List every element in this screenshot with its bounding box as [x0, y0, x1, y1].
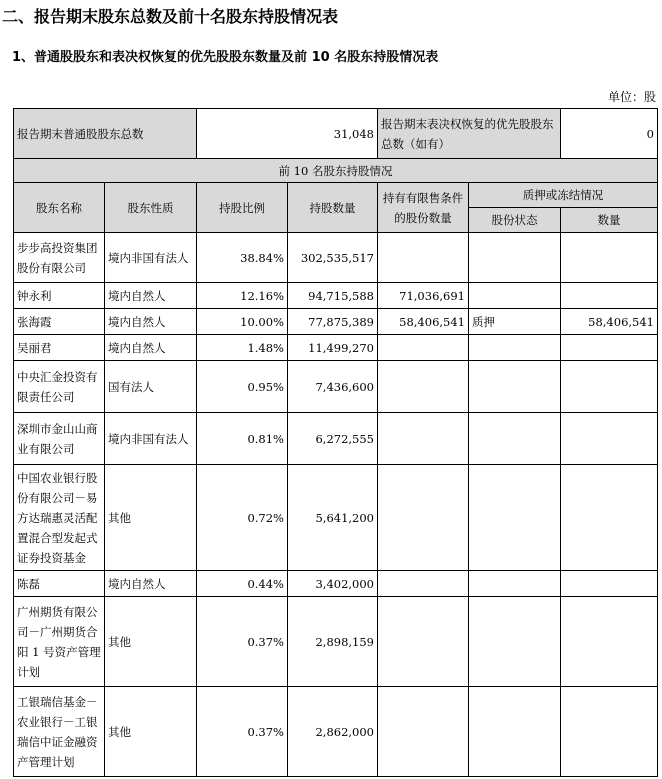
preferred-holders-value: 0 — [561, 109, 658, 159]
table-row — [14, 413, 658, 465]
common-holders-value: 31,048 — [197, 109, 378, 159]
holder-nature: 境内非国有法人 — [105, 233, 197, 283]
holder-ratio: 0.81% — [197, 413, 288, 465]
holder-name: 吴丽君 — [14, 335, 105, 361]
table-row — [14, 465, 658, 571]
holder-ratio: 1.48% — [197, 335, 288, 361]
holder-qty: 7,436,600 — [288, 361, 378, 413]
holder-name: 中央汇金投资有限责任公司 — [14, 361, 105, 413]
holder-pledge-status — [469, 335, 561, 361]
holder-restricted — [378, 233, 469, 283]
holder-pledge-qty — [561, 571, 658, 597]
summary-row — [14, 109, 658, 159]
holder-nature: 其他 — [105, 597, 197, 687]
holder-name: 步步高投资集团股份有限公司 — [14, 233, 105, 283]
holder-pledge-status — [469, 413, 561, 465]
holder-name: 工银瑞信基金－农业银行－工银瑞信中证金融资产管理计划 — [14, 687, 105, 777]
holder-pledge-status: 质押 — [469, 309, 561, 335]
holder-pledge-qty: 58,406,541 — [561, 309, 658, 335]
holder-ratio: 12.16% — [197, 283, 288, 309]
common-holders-label: 报告期末普通股股东总数 — [14, 109, 197, 159]
header-restricted: 持有有限售条件的股份数量 — [378, 183, 469, 233]
holder-name: 广州期货有限公司－广州期货合阳 1 号资产管理计划 — [14, 597, 105, 687]
table-row — [14, 283, 658, 309]
preferred-holders-label: 报告期末表决权恢复的优先股股东总数（如有） — [378, 109, 561, 159]
holder-pledge-status — [469, 283, 561, 309]
holder-qty: 94,715,588 — [288, 283, 378, 309]
holder-qty: 2,862,000 — [288, 687, 378, 777]
holder-pledge-qty — [561, 597, 658, 687]
holder-name: 陈磊 — [14, 571, 105, 597]
header-pledge-qty: 数量 — [561, 208, 658, 233]
header-pledge-group: 质押或冻结情况 — [469, 183, 658, 208]
holder-pledge-status — [469, 361, 561, 413]
subsection-title: 1、普通股股东和表决权恢复的优先股股东数量及前 10 名股东持股情况表 — [12, 50, 439, 65]
holder-pledge-status — [469, 233, 561, 283]
holder-restricted — [378, 597, 469, 687]
holder-nature: 其他 — [105, 687, 197, 777]
holder-restricted: 58,406,541 — [378, 309, 469, 335]
holder-name: 张海霞 — [14, 309, 105, 335]
holder-pledge-qty — [561, 361, 658, 413]
table-row — [14, 233, 658, 283]
header-nature: 股东性质 — [105, 183, 197, 233]
holder-pledge-qty — [561, 335, 658, 361]
holder-restricted — [378, 465, 469, 571]
holder-qty: 6,272,555 — [288, 413, 378, 465]
holder-pledge-status — [469, 687, 561, 777]
holder-restricted — [378, 687, 469, 777]
holder-qty: 2,898,159 — [288, 597, 378, 687]
header-row-1 — [14, 183, 658, 208]
holder-restricted: 71,036,691 — [378, 283, 469, 309]
holder-name: 中国农业银行股份有限公司－易方达瑞惠灵活配置混合型发起式证券投资基金 — [14, 465, 105, 571]
holder-nature: 境内自然人 — [105, 309, 197, 335]
holder-nature: 境内自然人 — [105, 571, 197, 597]
top10-title: 前 10 名股东持股情况 — [14, 159, 658, 183]
holder-ratio: 38.84% — [197, 233, 288, 283]
holder-pledge-qty — [561, 283, 658, 309]
holder-pledge-status — [469, 465, 561, 571]
holder-ratio: 0.44% — [197, 571, 288, 597]
section-title: 二、报告期末股东总数及前十名股东持股情况表 — [2, 7, 339, 26]
shareholder-table — [13, 108, 658, 777]
header-name: 股东名称 — [14, 183, 105, 233]
holder-qty: 3,402,000 — [288, 571, 378, 597]
header-qty: 持股数量 — [288, 183, 378, 233]
holder-qty: 11,499,270 — [288, 335, 378, 361]
table-row — [14, 597, 658, 687]
holder-pledge-qty — [561, 413, 658, 465]
holder-restricted — [378, 335, 469, 361]
holder-ratio: 10.00% — [197, 309, 288, 335]
holder-nature: 其他 — [105, 465, 197, 571]
holder-qty: 302,535,517 — [288, 233, 378, 283]
holder-pledge-qty — [561, 233, 658, 283]
holder-nature: 境内自然人 — [105, 283, 197, 309]
holder-qty: 5,641,200 — [288, 465, 378, 571]
holder-restricted — [378, 361, 469, 413]
holder-pledge-qty — [561, 465, 658, 571]
header-pledge-status: 股份状态 — [469, 208, 561, 233]
holder-name: 深圳市金山山商业有限公司 — [14, 413, 105, 465]
holder-pledge-status — [469, 571, 561, 597]
table-row — [14, 361, 658, 413]
table-row — [14, 335, 658, 361]
top10-title-row — [14, 159, 658, 183]
holder-nature: 境内非国有法人 — [105, 413, 197, 465]
table-row — [14, 687, 658, 777]
holder-ratio: 0.37% — [197, 687, 288, 777]
holder-qty: 77,875,389 — [288, 309, 378, 335]
table-row — [14, 309, 658, 335]
unit-label: 单位：股 — [607, 90, 656, 104]
holder-ratio: 0.72% — [197, 465, 288, 571]
holder-pledge-qty — [561, 687, 658, 777]
holder-restricted — [378, 413, 469, 465]
holder-name: 钟永利 — [14, 283, 105, 309]
holder-pledge-status — [469, 597, 561, 687]
table-row — [14, 571, 658, 597]
holder-restricted — [378, 571, 469, 597]
holder-ratio: 0.37% — [197, 597, 288, 687]
holder-nature: 国有法人 — [105, 361, 197, 413]
holder-nature: 境内自然人 — [105, 335, 197, 361]
header-ratio: 持股比例 — [197, 183, 288, 233]
holder-ratio: 0.95% — [197, 361, 288, 413]
